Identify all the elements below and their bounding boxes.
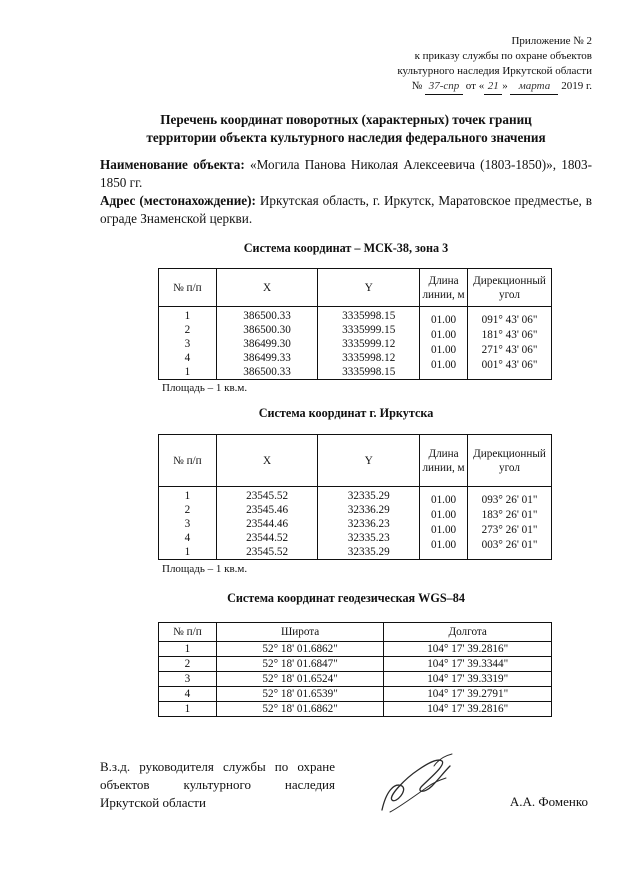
cell: 386500.33 bbox=[243, 310, 291, 322]
cell: 2 bbox=[159, 657, 217, 672]
object-address-value: Иркутская область, г. Иркутск, Маратовское предместье, в ограде Знаменской церкви. bbox=[100, 193, 593, 226]
cell: 3 bbox=[184, 338, 191, 350]
object-name-label: Наименование объекта: bbox=[100, 157, 245, 172]
cell: 386499.30 bbox=[243, 338, 291, 350]
cell: 104° 17' 39.2816" bbox=[384, 642, 552, 657]
cell: 52° 18' 01.6524" bbox=[216, 672, 384, 687]
cell: 01.00 bbox=[430, 344, 457, 356]
order-date-mid: » bbox=[502, 80, 508, 92]
cell: 093° 26' 01" bbox=[481, 494, 538, 506]
cell: 104° 17' 39.3344" bbox=[384, 657, 552, 672]
irk-header-x: X bbox=[216, 435, 318, 487]
cell: 091° 43' 06" bbox=[481, 314, 538, 326]
cell: 4 bbox=[184, 532, 191, 544]
cell: 3335999.15 bbox=[342, 324, 396, 336]
cell: 181° 43' 06" bbox=[481, 329, 538, 341]
wgs-system-title: Система координат геодезическая WGS–84 bbox=[227, 591, 465, 605]
wgs-header-lat: Широта bbox=[216, 623, 384, 642]
cell: 01.00 bbox=[430, 329, 457, 341]
wgs-header-lon: Долгота bbox=[384, 623, 552, 642]
cell: 52° 18' 01.6862" bbox=[216, 702, 384, 717]
msk-system-title: Система координат – МСК-38, зона 3 bbox=[243, 241, 449, 255]
cell: 271° 43' 06" bbox=[481, 344, 538, 356]
cell: 23544.52 bbox=[246, 532, 289, 544]
irk-num-col bbox=[159, 487, 217, 560]
object-name bbox=[100, 156, 592, 192]
cell: 23545.52 bbox=[246, 490, 289, 502]
table-row bbox=[159, 307, 552, 380]
cell: 386499.33 bbox=[243, 352, 291, 364]
cell: 1 bbox=[184, 310, 191, 322]
cell: 2 bbox=[184, 504, 191, 516]
wgs-coordinates-table bbox=[158, 622, 552, 717]
irk-y-col bbox=[318, 487, 420, 560]
cell: 1 bbox=[184, 366, 191, 378]
cell: 01.00 bbox=[430, 524, 457, 536]
msk-header-length: Длина линии, м bbox=[420, 269, 468, 307]
appendix-order-line bbox=[397, 79, 592, 95]
msk-angle-col bbox=[468, 307, 552, 380]
cell: 1 bbox=[159, 642, 217, 657]
appendix-line-2: к приказу службы по охране объектов bbox=[414, 50, 592, 62]
msk-num-col bbox=[159, 307, 217, 380]
cell: 23545.52 bbox=[246, 546, 289, 558]
signer-position: В.з.д. руководителя службы по охране объектов культурного наследия Иркутской области bbox=[100, 759, 335, 810]
irk-system-title: Система координат г. Иркутска bbox=[258, 406, 434, 420]
msk-y-col bbox=[318, 307, 420, 380]
cell: 32335.29 bbox=[347, 490, 390, 502]
irk-header-length: Длина линии, м bbox=[420, 435, 468, 487]
title-line-1: Перечень координат поворотных (характерных) точек границ bbox=[160, 112, 532, 127]
cell: 3335999.12 bbox=[342, 338, 396, 350]
cell: 2 bbox=[184, 324, 191, 336]
irk-header-num: № п/п bbox=[159, 435, 217, 487]
irk-header-y: Y bbox=[318, 435, 420, 487]
cell: 183° 26' 01" bbox=[481, 509, 538, 521]
document-title bbox=[100, 111, 592, 147]
cell: 1 bbox=[159, 702, 217, 717]
msk-length-col bbox=[420, 307, 468, 380]
order-month: марта bbox=[510, 79, 558, 95]
cell: 23544.46 bbox=[246, 518, 289, 530]
appendix-header bbox=[397, 34, 592, 95]
cell: 3 bbox=[184, 518, 191, 530]
irk-area: Площадь – 1 кв.м. bbox=[162, 563, 248, 575]
cell: 32336.29 bbox=[347, 504, 390, 516]
cell: 52° 18' 01.6539" bbox=[216, 687, 384, 702]
irk-x-col bbox=[216, 487, 318, 560]
cell: 23545.46 bbox=[246, 504, 289, 516]
object-address bbox=[100, 192, 592, 228]
irk-coordinates-table bbox=[158, 434, 552, 560]
cell: 003° 26' 01" bbox=[481, 539, 538, 551]
table-row bbox=[159, 687, 552, 702]
title-line-2: территории объекта культурного наследия федерального значения bbox=[146, 130, 546, 145]
cell: 01.00 bbox=[430, 509, 457, 521]
cell: 32335.29 bbox=[347, 546, 390, 558]
table-row bbox=[159, 702, 552, 717]
table-row bbox=[159, 657, 552, 672]
cell: 52° 18' 01.6847" bbox=[216, 657, 384, 672]
cell: 1 bbox=[184, 490, 191, 502]
cell: 4 bbox=[159, 687, 217, 702]
cell: 3335998.12 bbox=[342, 352, 396, 364]
object-address-label: Адрес (местонахождение): bbox=[100, 193, 256, 208]
cell: 386500.30 bbox=[243, 324, 291, 336]
cell: 32335.23 bbox=[347, 532, 390, 544]
cell: 01.00 bbox=[430, 314, 457, 326]
cell: 01.00 bbox=[430, 539, 457, 551]
irk-header-angle: Дирекционный угол bbox=[468, 435, 552, 487]
table-row bbox=[159, 487, 552, 560]
order-number-prefix: № bbox=[411, 80, 423, 92]
msk-header-y: Y bbox=[318, 269, 420, 307]
msk-header-x: X bbox=[216, 269, 318, 307]
cell: 386500.33 bbox=[243, 366, 291, 378]
cell: 01.00 bbox=[430, 494, 457, 506]
table-row bbox=[159, 642, 552, 657]
order-day: 21 bbox=[484, 79, 502, 95]
cell: 3335998.15 bbox=[342, 310, 396, 322]
msk-header-num: № п/п bbox=[159, 269, 217, 307]
appendix-line-1: Приложение № 2 bbox=[511, 35, 592, 47]
appendix-line-3: культурного наследия Иркутской области bbox=[397, 65, 592, 77]
table-row bbox=[159, 672, 552, 687]
cell: 32336.23 bbox=[347, 518, 390, 530]
signer-name: А.А. Фоменко bbox=[509, 794, 588, 809]
cell: 1 bbox=[184, 546, 191, 558]
order-year: 2019 г. bbox=[561, 80, 592, 92]
msk-area: Площадь – 1 кв.м. bbox=[162, 382, 248, 394]
msk-x-col bbox=[216, 307, 318, 380]
wgs-header-num: № п/п bbox=[159, 623, 217, 642]
cell: 001° 43' 06" bbox=[481, 359, 538, 371]
cell: 104° 17' 39.2816" bbox=[384, 702, 552, 717]
cell: 104° 17' 39.3319" bbox=[384, 672, 552, 687]
cell: 01.00 bbox=[430, 359, 457, 371]
cell: 273° 26' 01" bbox=[481, 524, 538, 536]
msk-header-angle: Дирекционный угол bbox=[468, 269, 552, 307]
object-info bbox=[100, 156, 592, 228]
cell: 4 bbox=[184, 352, 191, 364]
order-number: 37-спр bbox=[425, 79, 463, 95]
irk-angle-col bbox=[468, 487, 552, 560]
cell: 52° 18' 01.6862" bbox=[216, 642, 384, 657]
object-name-value: «Могила Панова Николая Алексеевича (1803-1850)», 1803-1850 гг. bbox=[100, 157, 593, 190]
cell: 3 bbox=[159, 672, 217, 687]
order-date-prefix: от « bbox=[465, 80, 485, 92]
cell: 104° 17' 39.2791" bbox=[384, 687, 552, 702]
cell: 3335998.15 bbox=[342, 366, 396, 378]
irk-length-col bbox=[420, 487, 468, 560]
msk-coordinates-table bbox=[158, 268, 552, 380]
handwritten-signature bbox=[372, 752, 464, 820]
